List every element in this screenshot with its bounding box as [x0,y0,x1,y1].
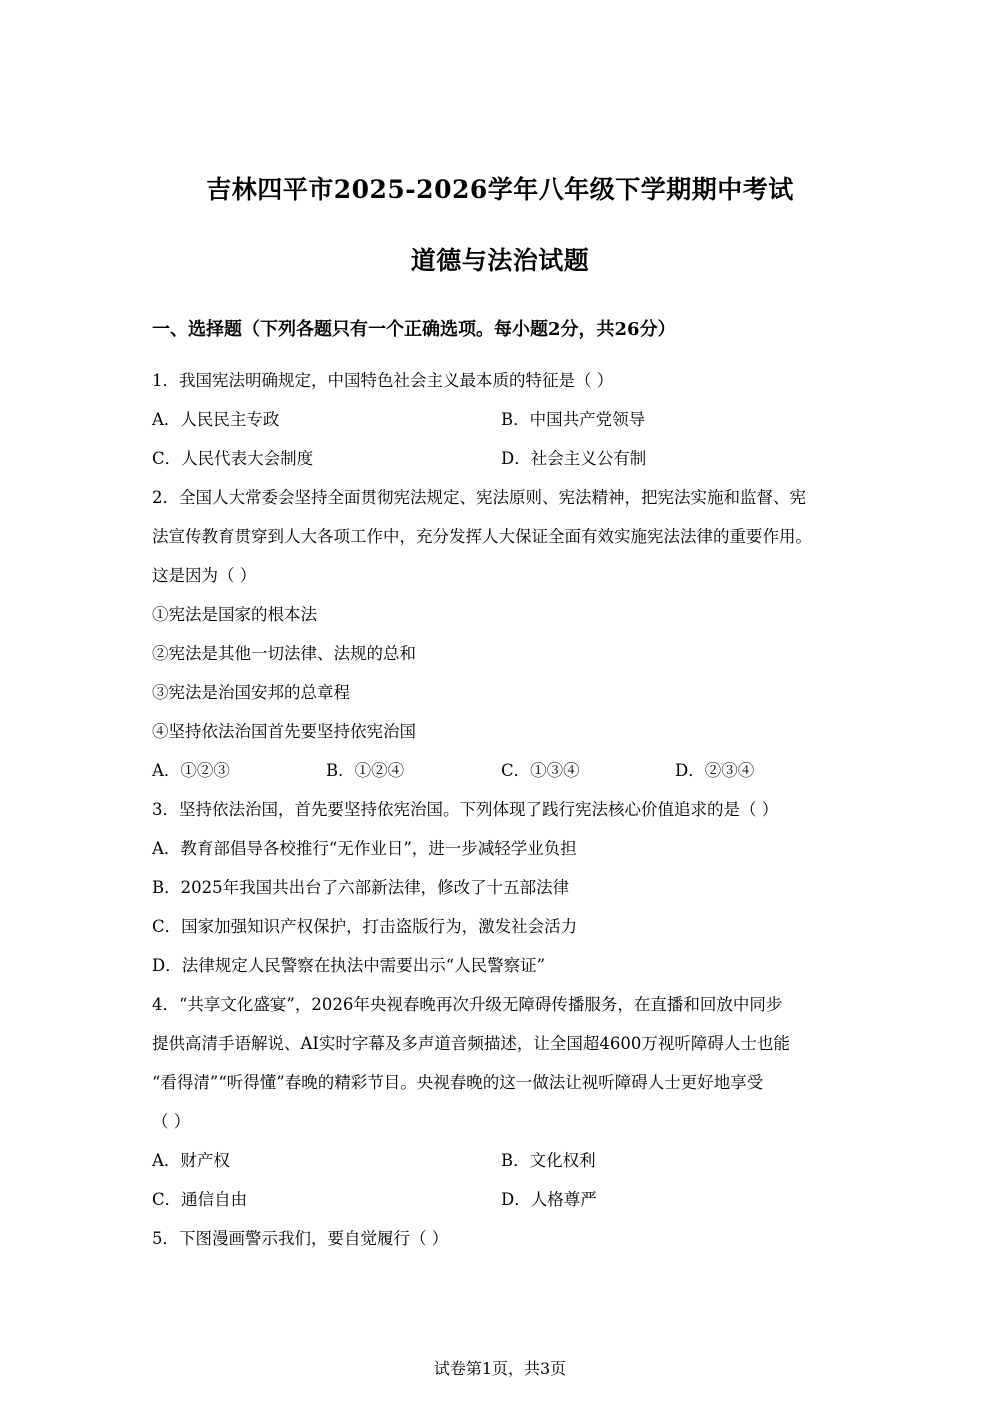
exam-title: 吉林四平市2025-2026学年八年级下学期期中考试 [206,175,794,204]
question-2-option-c: C．①③④ [501,761,580,780]
question-2-option-a: A．①②③ [152,761,230,780]
exam-subject-title: 道德与法治试题 [410,246,590,275]
question-1-option-c: C．人民代表大会制度 [152,449,314,468]
section-heading: 一、选择题（下列各题只有一个正确选项。每小题2分，共26分） [152,319,676,340]
question-3-stem: 3．坚持依法治国，首先要坚持依宪治国。下列体现了践行宪法核心价值追求的是（ ） [152,800,779,819]
question-4-option-b: B．文化权利 [501,1151,596,1170]
question-2-stem-line2: 法宣传教育贯穿到人大各项工作中，充分发挥人大保证全面有效实施宪法法律的重要作用。 [152,527,812,546]
question-2-stem-line1: 2．全国人大常委会坚持全面贯彻宪法规定、宪法原则、宪法精神，把宪法实施和监督、宪 [152,488,806,507]
question-2-option-b: B．①②④ [326,761,405,780]
question-2-stem-line3: 这是因为（ ） [152,566,257,585]
question-4-option-c: C．通信自由 [152,1190,248,1209]
question-5-stem: 5．下图漫画警示我们，要自觉履行（ ） [152,1229,449,1248]
question-1-stem: 1．我国宪法明确规定，中国特色社会主义最本质的特征是（ ） [152,371,614,390]
question-4-option-d: D．人格尊严 [501,1190,597,1209]
question-1-option-a: A．人民民主专政 [152,410,280,429]
question-4-stem-line1: 4．“共享文化盛宴”，2026年央视春晚再次升级无障碍传播服务，在直播和回放中同步 [152,995,783,1014]
question-1-option-d: D．社会主义公有制 [501,449,647,468]
question-2-statement-2: ②宪法是其他一切法律、法规的总和 [152,644,416,663]
question-4-stem-line2: 提供高清手语解说、AI实时字幕及多声道音频描述，让全国超4600万视听障碍人士也能 [152,1034,790,1053]
question-2-option-d: D．②③④ [675,761,755,780]
page-footer: 试卷第1页，共3页 [433,1359,567,1378]
question-1-option-b: B．中国共产党领导 [501,410,646,429]
question-4-option-a: A．财产权 [152,1151,230,1170]
question-3-option-a: A．教育部倡导各校推行“无作业日”，进一步减轻学业负担 [152,839,577,858]
question-2-statement-4: ④坚持依法治国首先要坚持依宪治国 [152,722,416,741]
question-3-option-b: B．2025年我国共出台了六部新法律，修改了十五部法律 [152,878,570,897]
question-3-option-d: D．法律规定人民警察在执法中需要出示“人民警察证” [152,956,546,975]
question-3-option-c: C．国家加强知识产权保护，打击盗版行为，激发社会活力 [152,917,578,936]
question-4-stem-line3: “看得清”“听得懂”春晚的精彩节目。央视春晚的这一做法让视听障碍人士更好地享受 [152,1073,764,1092]
question-2-statement-1: ①宪法是国家的根本法 [152,605,317,624]
question-2-statement-3: ③宪法是治国安邦的总章程 [152,683,350,702]
question-4-stem-line4: （ ） [152,1112,191,1131]
